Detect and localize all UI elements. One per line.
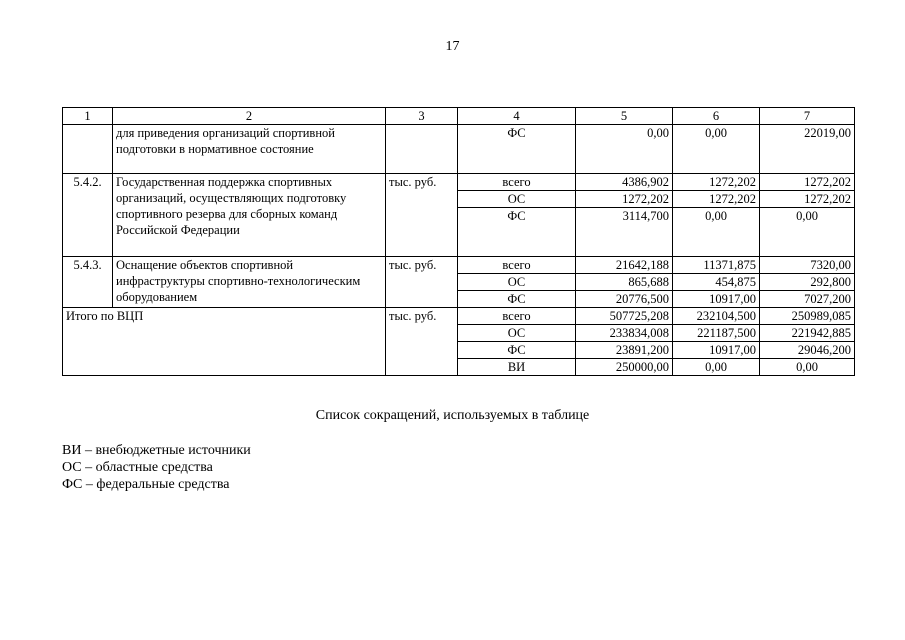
- value-cell-6: 0,00: [673, 208, 760, 257]
- header-cell: 1: [63, 108, 113, 125]
- value-cell-7: 7320,00: [760, 257, 855, 274]
- item-name-cell: для приведения организаций спортивной подготовки в нормативное состояние: [113, 125, 386, 174]
- value-cell-7: 250989,085: [760, 308, 855, 325]
- value-cell-7: 0,00: [760, 359, 855, 376]
- value-cell-6: 11371,875: [673, 257, 760, 274]
- total-label-cell: Итого по ВЦП: [63, 308, 386, 376]
- value-cell-6: 1272,202: [673, 174, 760, 191]
- item-name-cell: Государственная поддержка спортивных организаций, осуществляющих подготовку спортивного резерва для сборных команд Российской Федерации: [113, 174, 386, 257]
- source-cell: ВИ: [458, 359, 576, 376]
- value-cell-5: 507725,208: [576, 308, 673, 325]
- header-cell: 3: [386, 108, 458, 125]
- source-cell: ОС: [458, 274, 576, 291]
- value-cell-7: 221942,885: [760, 325, 855, 342]
- header-cell: 2: [113, 108, 386, 125]
- value-cell-7: 1272,202: [760, 191, 855, 208]
- value-cell-7: 7027,200: [760, 291, 855, 308]
- value-cell-5: 3114,700: [576, 208, 673, 257]
- source-cell: ФС: [458, 342, 576, 359]
- source-cell: всего: [458, 308, 576, 325]
- header-cell: 4: [458, 108, 576, 125]
- source-cell: всего: [458, 257, 576, 274]
- table-row: [63, 308, 855, 325]
- value-cell-6: 10917,00: [673, 291, 760, 308]
- unit-cell: тыс. руб.: [386, 308, 458, 376]
- header-cell: 6: [673, 108, 760, 125]
- source-cell: ФС: [458, 291, 576, 308]
- value-cell-6: 0,00: [673, 125, 760, 174]
- item-number-cell: 5.4.2.: [63, 174, 113, 257]
- header-cell: 7: [760, 108, 855, 125]
- source-cell: ФС: [458, 125, 576, 174]
- value-cell-6: 454,875: [673, 274, 760, 291]
- unit-cell: тыс. руб.: [386, 257, 458, 308]
- value-cell-7: 22019,00: [760, 125, 855, 174]
- value-cell-5: 233834,008: [576, 325, 673, 342]
- value-cell-7: 292,800: [760, 274, 855, 291]
- table-row: [63, 125, 855, 174]
- value-cell-5: 21642,188: [576, 257, 673, 274]
- header-row: [63, 108, 855, 125]
- value-cell-6: 10917,00: [673, 342, 760, 359]
- source-cell: ФС: [458, 208, 576, 257]
- value-cell-7: 0,00: [760, 208, 855, 257]
- value-cell-6: 0,00: [673, 359, 760, 376]
- abbreviations-caption: Список сокращений, используемых в таблице: [315, 408, 590, 423]
- item-name-cell: Оснащение объектов спортивной инфраструктуры спортивно-технологическим оборудованием: [113, 257, 386, 308]
- value-cell-7: 29046,200: [760, 342, 855, 359]
- value-cell-5: 23891,200: [576, 342, 673, 359]
- value-cell-5: 20776,500: [576, 291, 673, 308]
- table-row: [63, 257, 855, 274]
- value-cell-5: 250000,00: [576, 359, 673, 376]
- value-cell-6: 221187,500: [673, 325, 760, 342]
- source-cell: всего: [458, 174, 576, 191]
- budget-table: [62, 107, 855, 376]
- value-cell-7: 1272,202: [760, 174, 855, 191]
- value-cell-5: 0,00: [576, 125, 673, 174]
- value-cell-5: 865,688: [576, 274, 673, 291]
- source-cell: ОС: [458, 191, 576, 208]
- abbreviation-item: ФС – федеральные средства: [62, 477, 230, 492]
- value-cell-5: 1272,202: [576, 191, 673, 208]
- abbreviation-item: ОС – областные средства: [62, 460, 213, 475]
- header-cell: 5: [576, 108, 673, 125]
- unit-cell: тыс. руб.: [386, 174, 458, 257]
- value-cell-6: 1272,202: [673, 191, 760, 208]
- table-row: [63, 174, 855, 191]
- item-number-cell: 5.4.3.: [63, 257, 113, 308]
- value-cell-5: 4386,902: [576, 174, 673, 191]
- abbreviation-item: ВИ – внебюджетные источники: [62, 443, 251, 458]
- value-cell-6: 232104,500: [673, 308, 760, 325]
- source-cell: ОС: [458, 325, 576, 342]
- item-number-cell: [63, 125, 113, 174]
- page-number: 17: [445, 39, 460, 54]
- unit-cell: [386, 125, 458, 174]
